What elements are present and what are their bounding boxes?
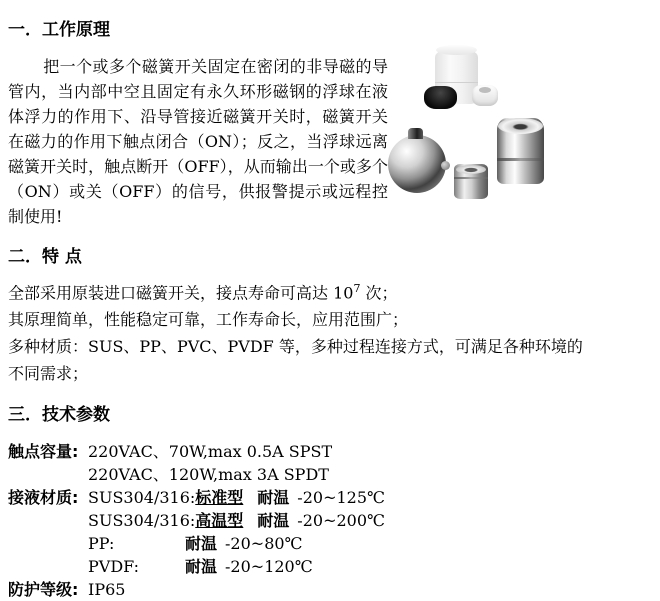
steel-ball-float-photo	[388, 135, 446, 193]
param-material-pvdf: PVDF:	[88, 557, 140, 577]
section-heading-features: 二．特 点	[8, 247, 82, 267]
superscript-exponent: 7	[353, 282, 361, 295]
param-row-material-standard	[8, 486, 650, 509]
param-label-wetted-material: 接液材质:	[8, 488, 79, 508]
param-row-protection	[8, 578, 650, 601]
black-ring-float-photo	[424, 86, 457, 109]
param-temp-range-pvdf: -20~120℃	[225, 557, 313, 577]
large-steel-cylinder-float-photo	[497, 118, 544, 184]
param-type-hightemp: 高温型	[195, 511, 244, 531]
product-photo	[388, 12, 650, 208]
param-label-protection: 防护等级:	[8, 580, 79, 600]
param-material-pp: PP:	[88, 534, 115, 554]
param-temp-range-hightemp: -20~200℃	[297, 511, 385, 531]
tech-params-table	[8, 440, 650, 601]
param-temp-range-pp: -20~80℃	[225, 534, 303, 554]
param-temp-label: 耐温	[257, 488, 290, 508]
param-temp-range-standard: -20~125℃	[297, 488, 385, 508]
param-row-contact-rating-2	[8, 463, 650, 486]
feature-line-lifespan	[8, 275, 583, 306]
section-heading-tech-params: 三．技术参数	[8, 405, 110, 426]
section-heading-working-principle: 一．工作原理	[8, 20, 110, 40]
small-steel-cylinder-float-photo	[454, 164, 488, 199]
white-ring-float-photo	[472, 85, 498, 106]
param-temp-label: 耐温	[185, 557, 218, 577]
working-principle-text: 把一个或多个磁簧开关固定在密闭的非导磁的导管内，当内部中空且固定有永久环形磁钢的浮球在液体浮力的作用下、沿导管接近磁簧开关时，磁簧开关在磁力的作用下触点闭合（ON）；反之，当浮球远离磁簧开关时，触点断开（OFF），从而输出一个或多个（ON）或关（OFF）的信号，供报警提示或远程控制使用!	[8, 57, 388, 226]
param-material-sus-hightemp: SUS304/316:	[88, 511, 196, 531]
param-material-sus-standard: SUS304/316:	[88, 488, 196, 508]
param-type-standard: 标准型	[195, 488, 244, 508]
feature-line-lifespan-text: 全部采用原装进口磁簧开关，接点寿命可高达 10	[8, 283, 354, 303]
param-label-contact-rating: 触点容量:	[8, 442, 79, 462]
param-row-material-pp	[8, 532, 650, 555]
param-row-material-hightemp	[8, 509, 650, 532]
param-row-material-pvdf	[8, 555, 650, 578]
feature-line-reliability: 其原理简单，性能稳定可靠，工作寿命长，应用范围广；	[8, 310, 409, 330]
feature-line-materials: 多种材质：SUS、PP、PVC、PVDF 等，多种过程连接方式，可满足各种环境的不同需求；	[8, 337, 583, 384]
param-value-protection: IP65	[88, 580, 126, 600]
param-value-contact-rating-1: 220VAC、70W,max 0.5A SPST	[88, 442, 333, 462]
param-temp-label: 耐温	[185, 534, 218, 554]
param-value-contact-rating-2: 220VAC、120W,max 3A SPDT	[88, 465, 329, 485]
features-list	[8, 275, 583, 387]
param-row-contact-rating-1	[8, 440, 650, 463]
feature-line-lifespan-unit: 次；	[360, 283, 398, 303]
param-temp-label: 耐温	[257, 511, 290, 531]
